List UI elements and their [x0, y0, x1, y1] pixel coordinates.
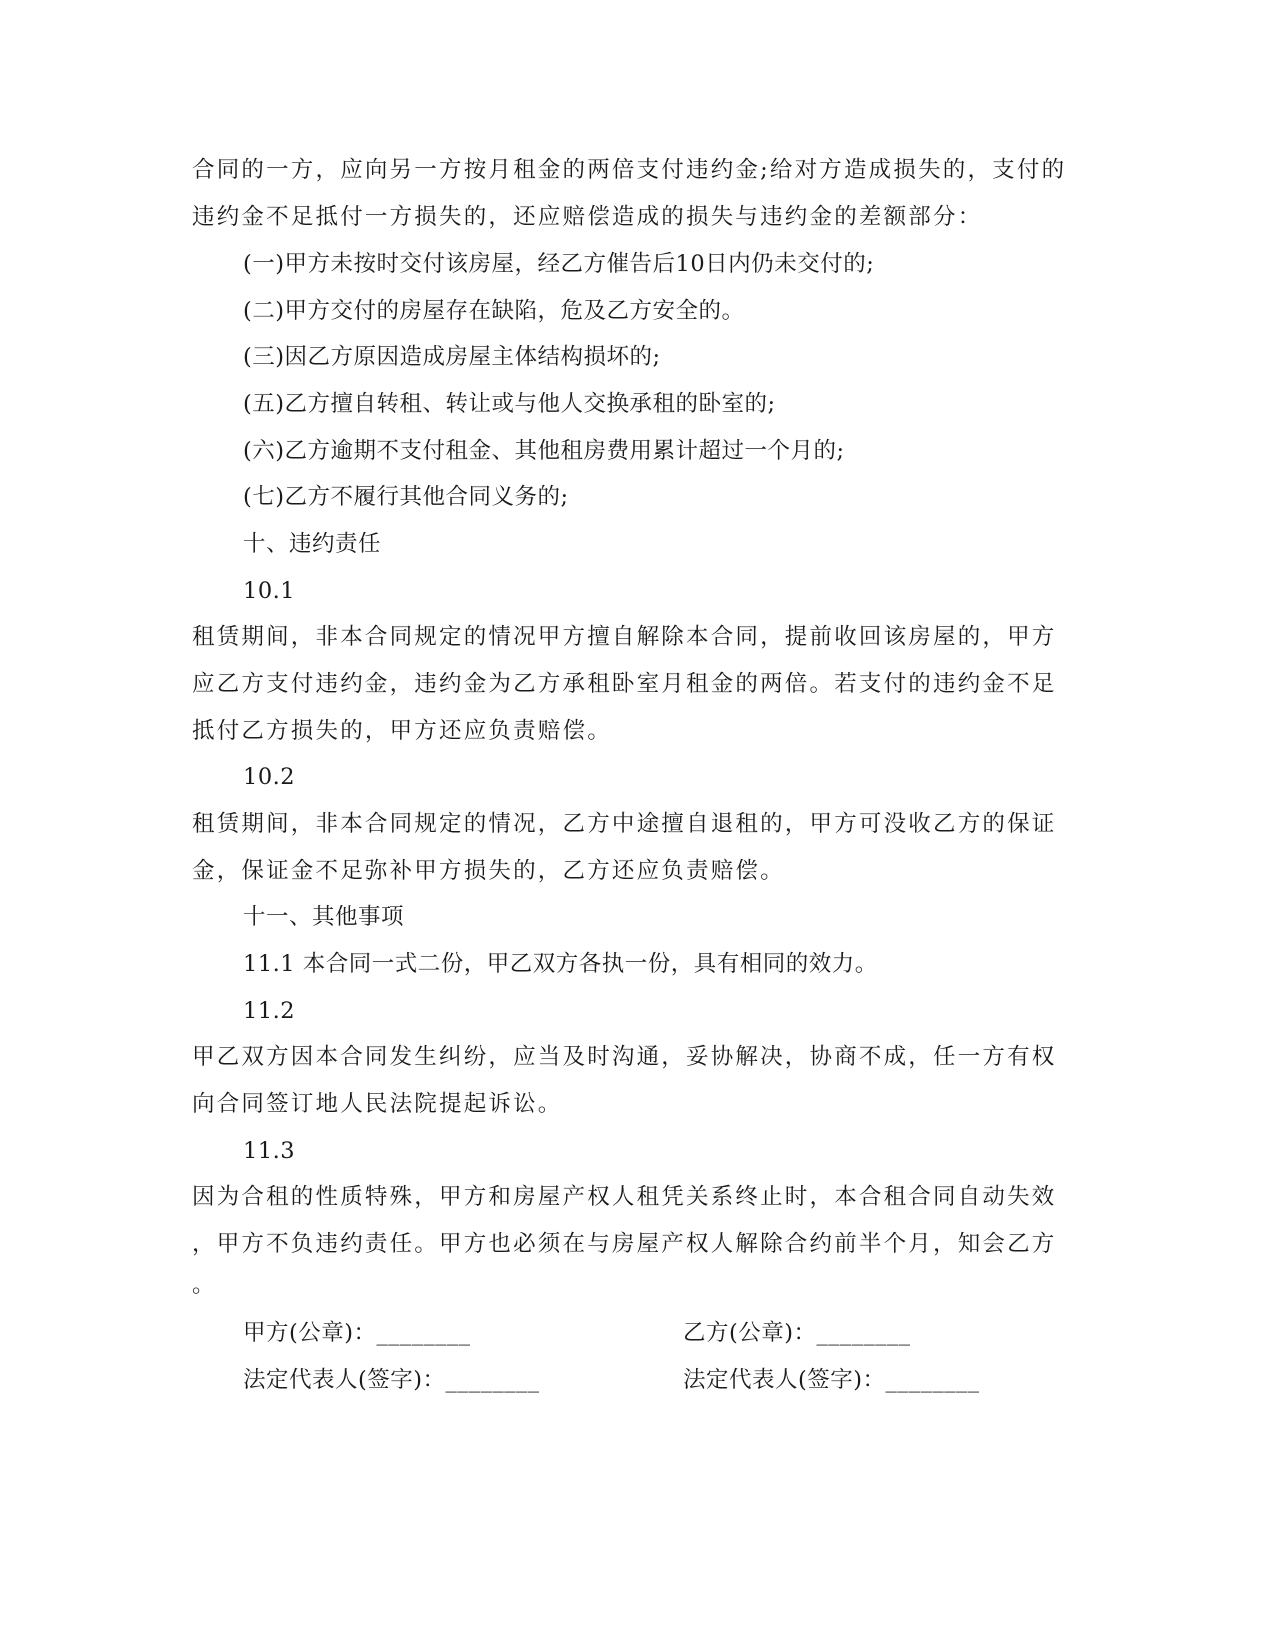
- list-item: (一)甲方未按时交付该房屋，经乙方催告后10日内仍未交付的;: [243, 251, 875, 277]
- paragraph-line: 合同的一方，应向另一方按月租金的两倍支付违约金;给对方造成损失的，支付的: [192, 157, 1067, 183]
- paragraph-line: 租赁期间，非本合同规定的情况甲方擅自解除本合同，提前收回该房屋的，甲方: [192, 624, 1057, 650]
- paragraph-line: 。: [192, 1272, 216, 1298]
- party-a-seal-field: 甲方(公章)：________: [243, 1320, 471, 1346]
- clause-line: 11.1 本合同一式二份，甲乙双方各执一份，具有相同的效力。: [243, 951, 878, 977]
- clause-number: 10.2: [243, 764, 296, 790]
- paragraph-line: 向合同签订地人民法院提起诉讼。: [192, 1091, 563, 1117]
- section-heading: 十一、其他事项: [243, 904, 405, 930]
- list-item: (六)乙方逾期不支付租金、其他租房费用累计超过一个月的;: [243, 438, 845, 464]
- section-heading: 十、违约责任: [243, 531, 382, 557]
- paragraph-line: 甲乙双方因本合同发生纠纷，应当及时沟通，妥协解决，协商不成，任一方有权: [192, 1044, 1057, 1070]
- clause-number: 11.3: [243, 1138, 296, 1164]
- paragraph-line: 因为合租的性质特殊，甲方和房屋产权人租凭关系终止时，本合租合同自动失效: [192, 1184, 1057, 1210]
- list-item: (五)乙方擅自转租、转让或与他人交换承租的卧室的;: [243, 391, 776, 417]
- list-item: (二)甲方交付的房屋存在缺陷，危及乙方安全的。: [243, 298, 745, 324]
- paragraph-line: 租赁期间，非本合同规定的情况，乙方中途擅自退租的，甲方可没收乙方的保证: [192, 811, 1057, 837]
- paragraph-line: 应乙方支付违约金，违约金为乙方承租卧室月租金的两倍。若支付的违约金不足: [192, 671, 1057, 697]
- clause-number: 10.1: [243, 578, 296, 604]
- clause-number: 11.2: [243, 998, 296, 1024]
- party-a-representative-field: 法定代表人(签字)：________: [243, 1367, 540, 1393]
- paragraph-line: 违约金不足抵付一方损失的，还应赔偿造成的损失与违约金的差额部分：: [192, 204, 983, 230]
- paragraph-line: 抵付乙方损失的，甲方还应负责赔偿。: [192, 718, 612, 744]
- paragraph-line: 金，保证金不足弥补甲方损失的，乙方还应负责赔偿。: [192, 858, 785, 884]
- list-item: (三)因乙方原因造成房屋主体结构损坏的;: [243, 344, 661, 370]
- party-b-seal-field: 乙方(公章)：________: [683, 1320, 911, 1346]
- paragraph-line: ，甲方不负违约责任。甲方也必须在与房屋产权人解除合约前半个月，知会乙方: [192, 1231, 1057, 1257]
- party-b-representative-field: 法定代表人(签字)：________: [683, 1367, 980, 1393]
- list-item: (七)乙方不履行其他合同义务的;: [243, 484, 569, 510]
